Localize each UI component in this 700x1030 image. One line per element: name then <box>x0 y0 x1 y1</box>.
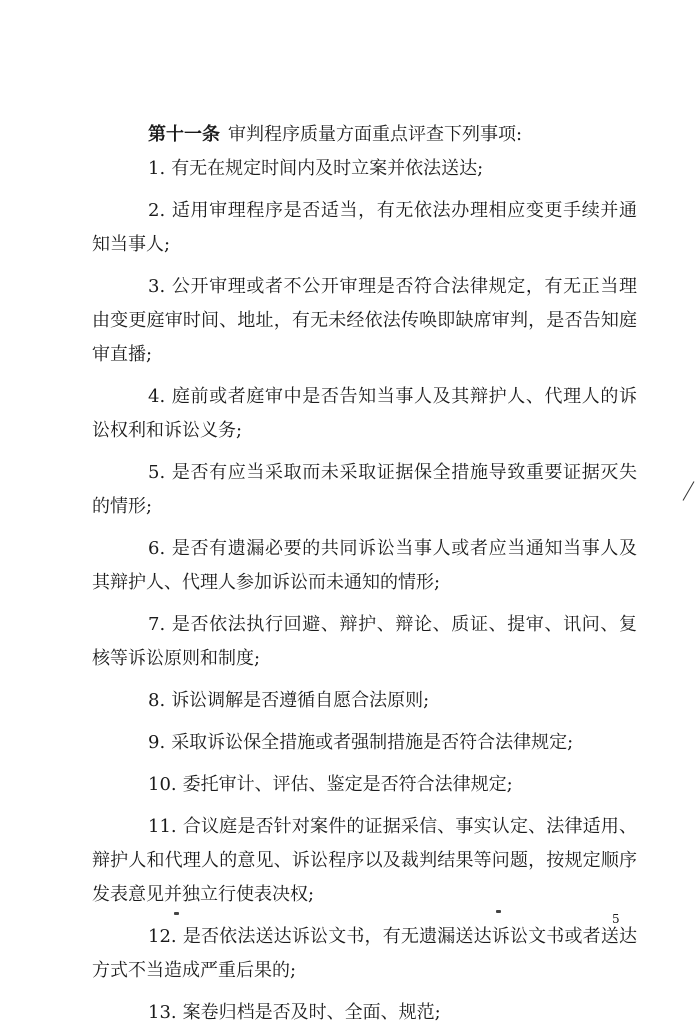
list-item <box>92 920 637 988</box>
item-number: 4. <box>148 386 166 407</box>
list-item <box>92 532 637 600</box>
item-text: 诉讼调解是否遵循自愿合法原则; <box>171 690 430 711</box>
item-number: 2. <box>148 200 166 221</box>
list-item <box>92 194 637 262</box>
item-number: 8. <box>148 690 166 711</box>
article-number: 第十一条 <box>148 124 220 145</box>
item-list <box>92 152 637 1030</box>
item-text: 公开审理或者不公开审理是否符合法律规定，有无正当理由变更庭审时间、地址，有无未经依法传唤即缺席审判，是否告知庭审直播; <box>92 276 637 365</box>
item-text: 庭前或者庭审中是否告知当事人及其辩护人、代理人的诉讼权利和诉讼义务; <box>92 386 637 441</box>
list-item <box>92 726 637 760</box>
item-text: 合议庭是否针对案件的证据采信、事实认定、法律适用、辩护人和代理人的意见、诉讼程序以及裁判结果等问题，按规定顺序发表意见并独立行使表决权; <box>92 816 637 905</box>
scan-mark <box>683 481 695 501</box>
item-text: 是否依法送达诉讼文书，有无遗漏送达诉讼文书或者送达方式不当造成严重后果的; <box>92 926 637 981</box>
item-number: 3. <box>148 276 166 297</box>
article-title: 审判程序质量方面重点评查下列事项: <box>228 124 523 145</box>
item-number: 5. <box>148 462 166 483</box>
list-item <box>92 456 637 524</box>
item-number: 9. <box>148 732 166 753</box>
list-item <box>92 684 637 718</box>
item-text: 适用审理程序是否适当，有无依法办理相应变更手续并通知当事人; <box>92 200 637 255</box>
item-text: 案卷归档是否及时、全面、规范; <box>182 1002 441 1023</box>
item-number: 11. <box>148 816 177 837</box>
list-item <box>92 996 637 1030</box>
item-number: 7. <box>148 614 166 635</box>
item-number: 10. <box>148 774 177 795</box>
list-item <box>92 270 637 372</box>
item-text: 是否有遗漏必要的共同诉讼当事人或者应当通知当事人及其辩护人、代理人参加诉讼而未通知的情形; <box>92 538 637 593</box>
list-item <box>92 608 637 676</box>
item-text: 是否依法执行回避、辩护、辩论、质证、提审、讯问、复核等诉讼原则和制度; <box>92 614 637 669</box>
list-item <box>92 768 637 802</box>
list-item <box>92 380 637 448</box>
list-item <box>92 810 637 912</box>
item-text: 采取诉讼保全措施或者强制措施是否符合法律规定; <box>171 732 574 753</box>
item-number: 1. <box>148 158 166 179</box>
item-text: 是否有应当采取而未采取证据保全措施导致重要证据灭失的情形; <box>92 462 637 517</box>
article-11 <box>92 118 637 1030</box>
scan-speck <box>174 912 179 915</box>
item-text: 有无在规定时间内及时立案并依法送达; <box>171 158 484 179</box>
article-heading <box>148 118 637 152</box>
item-number: 12. <box>148 926 177 947</box>
list-item <box>92 152 637 186</box>
item-number: 6. <box>148 538 166 559</box>
item-number: 13. <box>148 1002 177 1023</box>
scan-speck <box>496 910 501 913</box>
page-number: 5 <box>612 912 620 926</box>
item-text: 委托审计、评估、鉴定是否符合法律规定; <box>182 774 513 795</box>
